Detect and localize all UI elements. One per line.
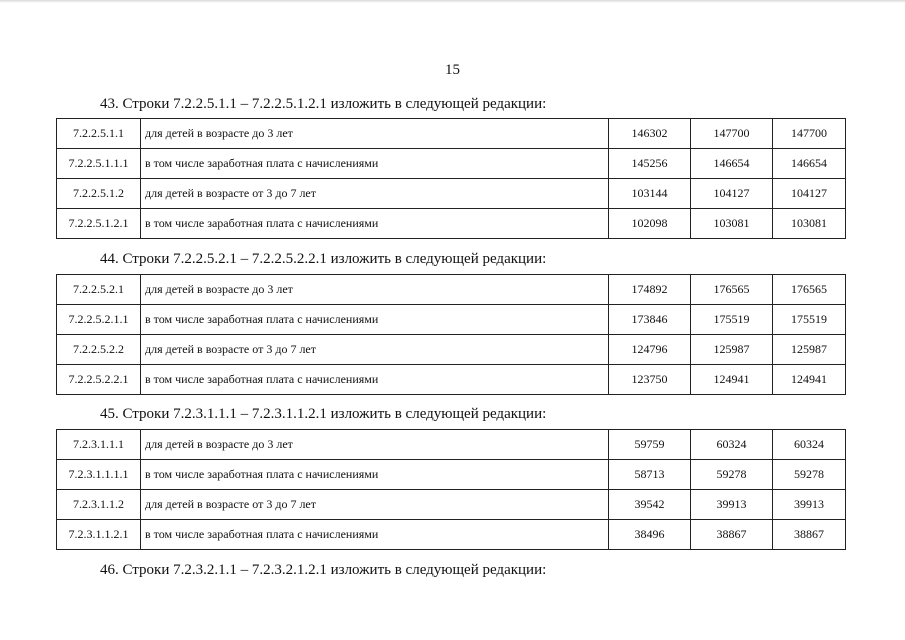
section-heading: 45. Строки 7.2.3.1.1.1 – 7.2.3.1.1.2.1 изложить в следующей редакции: [100,406,547,422]
row-code: 7.2.3.1.1.2 [57,490,141,520]
row-value-3: 38867 [773,520,846,550]
data-table [56,429,846,550]
row-description: для детей в возрасте до 3 лет [141,430,609,460]
row-value-1: 59759 [609,430,691,460]
row-value-2: 104127 [691,179,773,209]
row-description: в том числе заработная плата с начислениями [141,460,609,490]
row-value-2: 38867 [691,520,773,550]
row-code: 7.2.2.5.2.1 [57,275,141,305]
row-value-2: 176565 [691,275,773,305]
row-value-1: 103144 [609,179,691,209]
page-top-edge [0,0,905,3]
row-value-1: 38496 [609,520,691,550]
row-description: в том числе заработная плата с начислениями [141,305,609,335]
row-description: для детей в возрасте от 3 до 7 лет [141,335,609,365]
row-value-3: 60324 [773,430,846,460]
row-description: в том числе заработная плата с начислениями [141,520,609,550]
table-row [57,430,846,460]
row-value-1: 102098 [609,209,691,239]
section-heading: 44. Строки 7.2.2.5.2.1 – 7.2.2.5.2.2.1 изложить в следующей редакции: [100,251,547,267]
row-value-2: 39913 [691,490,773,520]
row-description: для детей в возрасте от 3 до 7 лет [141,490,609,520]
row-code: 7.2.2.5.1.2.1 [57,209,141,239]
row-code: 7.2.2.5.2.2 [57,335,141,365]
row-value-3: 175519 [773,305,846,335]
row-code: 7.2.3.1.1.1.1 [57,460,141,490]
row-description: для детей в возрасте от 3 до 7 лет [141,179,609,209]
row-value-1: 124796 [609,335,691,365]
row-value-1: 58713 [609,460,691,490]
row-value-1: 146302 [609,119,691,149]
row-description: для детей в возрасте до 3 лет [141,275,609,305]
row-code: 7.2.2.5.2.1.1 [57,305,141,335]
row-value-1: 145256 [609,149,691,179]
row-value-1: 39542 [609,490,691,520]
row-description: в том числе заработная плата с начислениями [141,149,609,179]
section-heading: 46. Строки 7.2.3.2.1.1 – 7.2.3.2.1.2.1 изложить в следующей редакции: [100,562,547,578]
row-code: 7.2.2.5.2.2.1 [57,365,141,395]
row-value-2: 60324 [691,430,773,460]
data-table [56,118,846,239]
table-row [57,490,846,520]
table-row [57,179,846,209]
row-code: 7.2.2.5.1.1 [57,119,141,149]
table-row [57,335,846,365]
row-value-2: 59278 [691,460,773,490]
page-number: 15 [445,62,460,78]
row-value-3: 124941 [773,365,846,395]
row-value-2: 125987 [691,335,773,365]
table-row [57,460,846,490]
row-code: 7.2.2.5.1.2 [57,179,141,209]
row-description: в том числе заработная плата с начислениями [141,365,609,395]
row-value-2: 146654 [691,149,773,179]
row-description: для детей в возрасте до 3 лет [141,119,609,149]
row-value-2: 147700 [691,119,773,149]
row-value-3: 104127 [773,179,846,209]
row-value-2: 175519 [691,305,773,335]
row-value-3: 59278 [773,460,846,490]
table-row [57,305,846,335]
section-heading: 43. Строки 7.2.2.5.1.1 – 7.2.2.5.1.2.1 изложить в следующей редакции: [100,96,547,112]
row-value-1: 174892 [609,275,691,305]
row-value-3: 146654 [773,149,846,179]
row-code: 7.2.2.5.1.1.1 [57,149,141,179]
row-value-1: 123750 [609,365,691,395]
row-value-2: 103081 [691,209,773,239]
row-value-3: 103081 [773,209,846,239]
row-value-1: 173846 [609,305,691,335]
table-row [57,209,846,239]
table-row [57,119,846,149]
row-value-3: 125987 [773,335,846,365]
row-value-3: 147700 [773,119,846,149]
row-code: 7.2.3.1.1.2.1 [57,520,141,550]
table-row [57,365,846,395]
row-code: 7.2.3.1.1.1 [57,430,141,460]
row-value-3: 176565 [773,275,846,305]
row-value-3: 39913 [773,490,846,520]
table-row [57,520,846,550]
data-table [56,274,846,395]
table-row [57,149,846,179]
row-value-2: 124941 [691,365,773,395]
table-row [57,275,846,305]
row-description: в том числе заработная плата с начислениями [141,209,609,239]
